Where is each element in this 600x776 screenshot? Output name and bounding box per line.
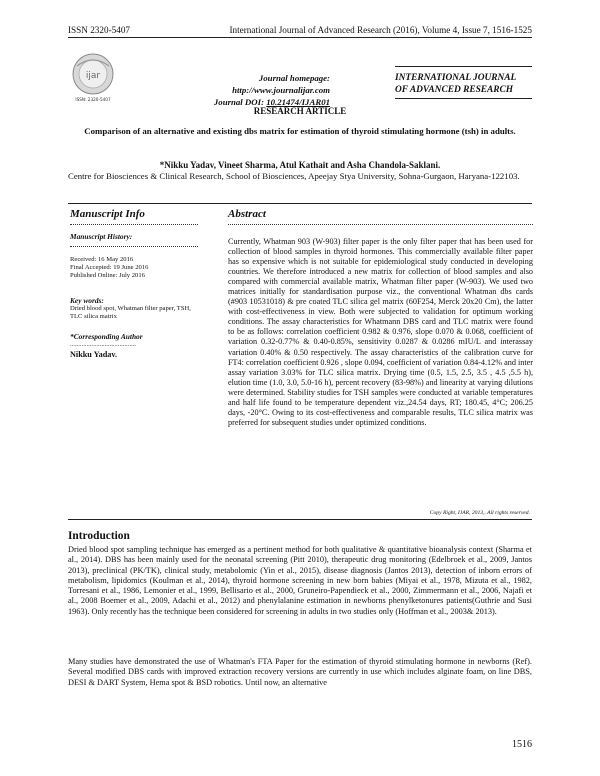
keywords-block <box>70 297 195 321</box>
header-rule <box>68 37 532 38</box>
intro-paragraph-1: Dried blood spot sampling technique has emerged as a pertinent method for both qualitative & quantitative bioanalysis context (Sharma et al., 2014). DBS has been mainly used for the neonatal screening (Pitt 2010), therapeutic drug monitoring (Edelbroek et al., 2009, Jantos 2013), preclinical (PK/TK), clinical study, metabolomic (Yin et al., 2015), disease diagnosis (Jantos 2013), detection of inborn errors of metabolism, lipidomics (Koulman et al., 2014), thyroid hormone screening in new born babies (Miyai et al., 1978, Mizuta et al., 1982, Torresani et al., 1986, Lemonier et al., 1999, Bellisario et al., 2000, Gruneiro-Papendieck et al., 2000, Zimmermann et al., 2006, Najafi et al., 2008 Boemer et al., 2009, Adachi et al., 2012) and phenylalanine estimation in newborns phenylketonures patients(Guthrie and Susi 1963). Only recently has the technique been considered for screening in adults in two studies only (Hoffman et al., 2003& 2013). <box>68 545 532 616</box>
authors: *Nikku Yadav, Vineet Sharma, Atul Kathait and Asha Chandola-Saklani. <box>159 160 441 170</box>
manuscript-dates <box>70 256 195 280</box>
manuscript-info-dots <box>70 224 198 225</box>
introduction-heading: Introduction <box>68 530 130 542</box>
history-label: Manuscript History: <box>70 232 133 241</box>
running-header <box>68 25 532 35</box>
history-dots <box>70 246 198 247</box>
manuscript-info-heading: Manuscript Info <box>70 208 145 220</box>
final-accepted-date: Final Accepted: 19 June 2016 <box>70 264 149 271</box>
corresponding-name: Nikku Yadav. <box>70 350 118 359</box>
manuscript-history <box>70 233 195 241</box>
abstract-heading: Abstract <box>228 208 266 220</box>
paper-title: Comparison of an alternative and existing dbs matrix for estimation of thyroid stimulating hormone (tsh) in adults. <box>84 126 516 136</box>
journal-brand <box>395 72 516 96</box>
journal-homepage[interactable]: Journal homepage: http://www.journalijar.com <box>232 73 330 95</box>
abstract-dots <box>228 224 533 225</box>
affiliation: Centre for Biosciences & Clinical Research, School of Biosciences, Apeejay Stya University, Sohna-Gurgaon, Haryana-122103. <box>68 171 520 181</box>
brand-line-2: OF ADVANCED RESEARCH <box>395 85 514 95</box>
journal-citation: International Journal of Advanced Research (2016), Volume 4, Issue 7, 1516-1525 <box>229 25 532 35</box>
journal-links <box>172 72 330 108</box>
keywords-text: Dried blood spot, Whatman filter paper, TSH, TLC silica matrix <box>70 305 191 320</box>
corresponding-block <box>70 333 195 359</box>
journal-logo <box>68 52 118 104</box>
brand-rule-bottom <box>395 98 532 99</box>
abstract-text: Currently, Whatman 903 (W-903) filter paper is the only filter paper that has been used for collection of blood samples in thyroid hormones. This commercially available filter paper has so expensive which is not suitable for epidemiological study conducted in developing countries. We therefore introduced a new matrix for collection of blood samples and also compared with commercial available matrix, Whatman filter paper (W-903). We used two matrices initially for standardisation purpose viz., the conventional Whatman dbs cards (#903 10531018) & pre coated TLC silica gel matrix (60F254, Merck 20x20 Cm), the latter with cost-effectiveness in view. Both were subjected to validation for optimum working conditions. The assay characteristics for Whatmann DBS card and TLC matrix were found to be as follows: correlation coefficient 0.982 & 0.976, slope 0.070 & 0.068, coefficient of variation 0.32-0.77% & 0.40-0.85%, sensitivity 0.0287 & 0.0286 mIU/L and interassay variation 0.40% & 0.50 respectively. The assay characteristics of the calibration curve for FT4: correlation coefficient 0.926 , slope 0.094, coefficient of variation 0.84-4.12% and inter assay variation 3.03% for TLC silica matrix. Drying time (0.5, 1.5, 2.5, 3.5 , 4.5 ,5.5 h), elution time (1.0, 3.0, 5.0-16 h), percent recovery (83-98%) and linearity at varying dilutions were determined. Stability studies for TSH samples were conducted at variable temperatures and half life found to be temperature dependent viz.,24.54 days, RT; 180.45, 4°C; 206.25 days, -20°C. Owing to its cost-effectiveness and comparable results, TLC silica matrix was preferred for subsequent studies under optimized conditions. <box>228 237 533 427</box>
published-date: Published Online: July 2016 <box>70 272 145 279</box>
logo-issn: ISSN: 2320-5407 <box>75 97 111 102</box>
page-number: 1516 <box>512 739 532 750</box>
keywords-label: Key words: <box>70 296 104 305</box>
received-date: Received: 16 May 2016 <box>70 256 134 263</box>
article-type: RESEARCH ARTICLE <box>253 106 347 116</box>
brand-rule-top <box>395 66 532 67</box>
corresponding-label: *Corresponding Author <box>70 332 143 341</box>
copyright: Copy Right, IJAR, 2013,. All rights reserved. <box>429 510 530 516</box>
section-rule <box>68 203 532 204</box>
journal-doi-line: Journal DOI: 10.21474/IJAR01 <box>213 97 330 107</box>
doi-link[interactable]: 10.21474/IJAR01 <box>266 97 330 107</box>
issn: ISSN 2320-5407 <box>68 25 131 35</box>
brand-line-1: INTERNATIONAL JOURNAL <box>395 73 517 83</box>
intro-paragraph-2: Many studies have demonstrated the use of Whatman's FTA Paper for the estimation of thyroid stimulating hormone in newborns (Ref). Several modified DBS cards with improved extraction recovery versions are currently in use which includes alginate foam, on line DBS, DESI & DART System, Hema spot & BSD robotics. Until now, an alternative <box>68 657 532 687</box>
corresponding-dots: ........................................ <box>70 341 136 348</box>
logo-text: ijar <box>85 71 101 81</box>
abstract-end-rule <box>68 519 532 520</box>
